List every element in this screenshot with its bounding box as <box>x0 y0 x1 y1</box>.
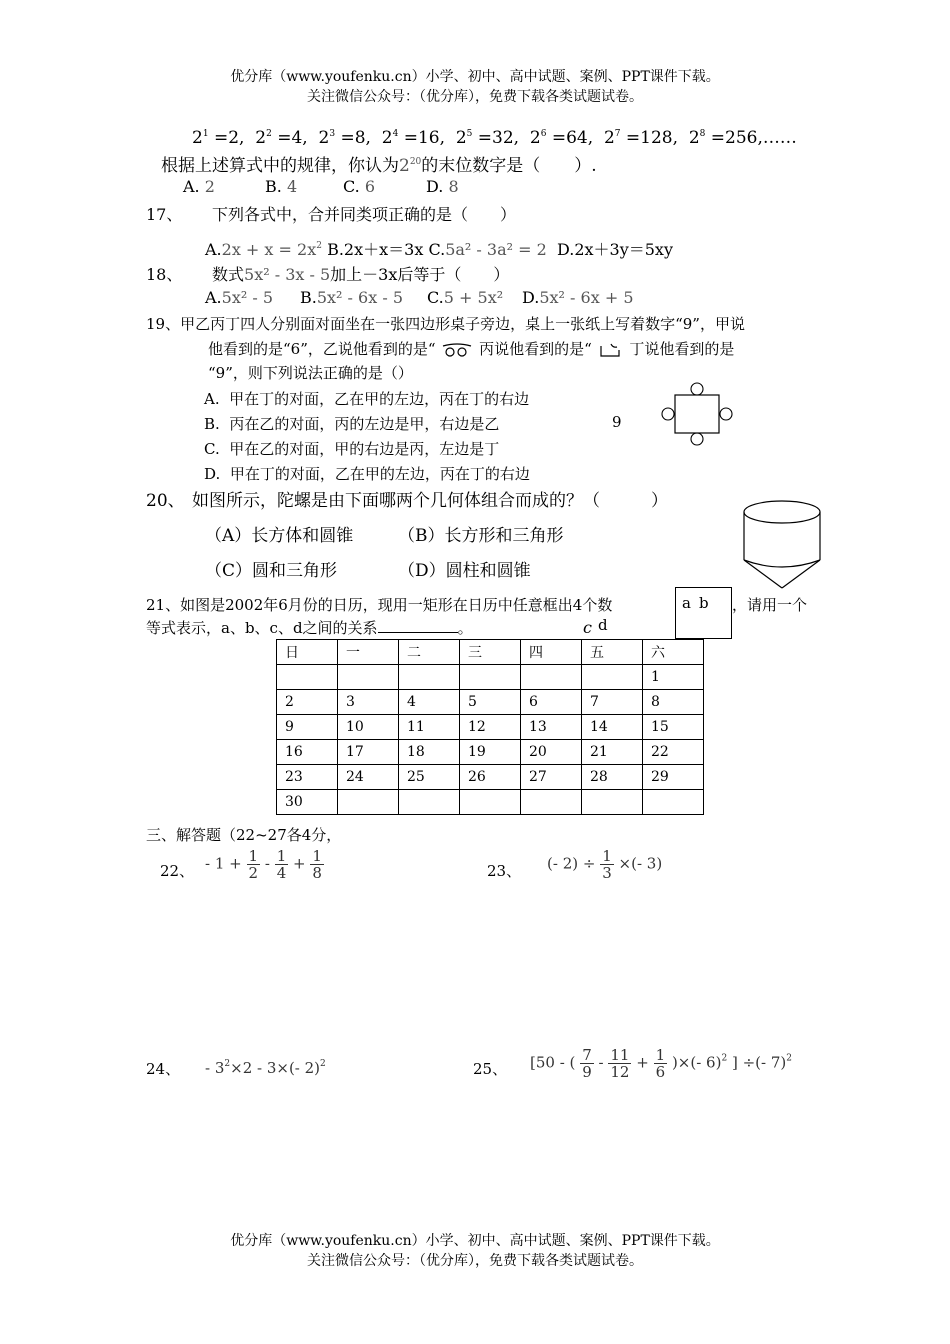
q19-line-2: 他看到的是“6”，乙说他看到的是“ 丙说他看到的是“ 丁说他看到的是 <box>208 340 735 358</box>
calendar-row <box>277 740 704 765</box>
calendar-cell <box>399 665 460 690</box>
calendar-cell <box>460 665 521 690</box>
q25-number: 25、 <box>473 1060 508 1078</box>
q16-powers <box>192 128 797 148</box>
power-item: $2^7 =128$, <box>603 128 679 148</box>
q21-line-1-end: ，请用一个 <box>732 596 808 614</box>
q25-expression: [50 - ( $\frac{7}{9}$ - $\frac{11}{12}$ + $\frac{1}{6}$ )×(- 6)$^2$ ] ÷(- 7)$^2$ <box>530 1046 792 1081</box>
q22-number: 22、 <box>160 862 195 880</box>
calendar-cell <box>338 790 399 815</box>
q18-number: 18、 <box>146 265 183 284</box>
calendar-header-cell: 三 <box>460 640 521 665</box>
q20-number: 20、 <box>146 491 185 511</box>
calendar-cell <box>399 790 460 815</box>
calendar-cell <box>521 665 582 690</box>
calendar-row <box>277 790 704 815</box>
q21-line-1: 21、如图是2002年6月份的日历，现用一矩形在日历中任意框出4个数 <box>146 596 613 614</box>
calendar-cell: 26 <box>460 765 521 790</box>
q19-option-a: A. 甲在丁的对面，乙在甲的左边，丙在丁的右边 <box>204 390 530 408</box>
q16-option-c: C. 6 <box>343 177 376 196</box>
power-item: $2^1 =2$, <box>192 128 245 148</box>
section-3-title: 三、解答题（22~27各4分， <box>146 826 342 844</box>
footer-line-1: 优分库（www.youfenku.cn）小学、初中、高中试题、案例、PPT课件下载。 <box>230 1233 720 1249</box>
power-item: $2^3 =8$, <box>318 128 371 148</box>
calendar-cell: 29 <box>643 765 704 790</box>
calendar-cell: 16 <box>277 740 338 765</box>
calendar-cell: 8 <box>643 690 704 715</box>
calendar-row <box>277 715 704 740</box>
spinning-top-diagram <box>740 498 824 592</box>
q16-option-a: A. 2 <box>183 177 215 196</box>
calendar-cell: 13 <box>521 715 582 740</box>
paper-digit: 9 <box>612 413 622 431</box>
q18-option-d: D.5x² - 6x + 5 <box>522 288 634 307</box>
calendar-header-cell: 五 <box>582 640 643 665</box>
calendar-cell: 11 <box>399 715 460 740</box>
calendar-header-cell: 日 <box>277 640 338 665</box>
calendar-cell: 19 <box>460 740 521 765</box>
box-label-c: c <box>583 618 592 637</box>
q22-expression: - 1 + $\frac{1}{2}$ - $\frac{1}{4}$ + $\frac{1}{8}$ <box>205 847 322 882</box>
calendar-cell <box>521 790 582 815</box>
calendar-cell: 6 <box>521 690 582 715</box>
footer-line-2: 关注微信公众号：（优分库），免费下载各类试题试卷。 <box>307 1253 643 1269</box>
q20-option-c: （C）圆和三角形 <box>205 561 338 581</box>
q17-number: 17、 <box>146 205 183 224</box>
calendar-cell: 10 <box>338 715 399 740</box>
calendar-cell: 15 <box>643 715 704 740</box>
q20-stem: 如图所示，陀螺是由下面哪两个几何体组合而成的？（ ） <box>192 491 668 511</box>
calendar-cell: 20 <box>521 740 582 765</box>
calendar-cell: 5 <box>460 690 521 715</box>
q18-option-a: A.5x² - 5 <box>205 288 274 307</box>
calendar-cell: 17 <box>338 740 399 765</box>
power-item: $2^8$ =256,…… <box>688 128 797 148</box>
q21-line-2: 等式表示，a、b、c、d之间的关系 。 <box>146 619 473 637</box>
q18-option-b: B.5x² - 6x - 5 <box>300 288 403 307</box>
box-label-a: a <box>682 594 691 612</box>
calendar-header-cell: 六 <box>643 640 704 665</box>
calendar-cell: 18 <box>399 740 460 765</box>
box-label-d: d <box>598 616 608 634</box>
q20-option-a: （A）长方体和圆锥 <box>205 526 354 546</box>
q20-option-d: （D）圆柱和圆锥 <box>398 561 531 581</box>
q17-options: $A.2x + x = 2x^2$ B.2x＋x＝3x C.5a² - 3a² = 2 D.2x＋3y＝5xy <box>205 240 673 259</box>
calendar-cell: 22 <box>643 740 704 765</box>
calendar-row <box>277 765 704 790</box>
answer-blank <box>378 618 458 633</box>
calendar-header-cell: 四 <box>521 640 582 665</box>
calendar-cell <box>582 665 643 690</box>
calendar-cell <box>460 790 521 815</box>
q18-stem: 数式5x² - 3x - 5加上－3x后等于（ ） <box>212 265 510 284</box>
q16-option-b: B. 4 <box>265 177 298 196</box>
q16-stem: 根据上述算式中的规律，你认为$2^{20}$的末位数字是（ ）. <box>161 156 597 176</box>
calendar-cell: 30 <box>277 790 338 815</box>
calendar-cell <box>338 665 399 690</box>
calendar-row <box>277 690 704 715</box>
q19-option-d: D. 甲在丁的对面，乙在甲的左边，丙在丁的右边 <box>204 465 530 483</box>
calendar-cell: 25 <box>399 765 460 790</box>
calendar-cell: 1 <box>643 665 704 690</box>
calendar-cell: 2 <box>277 690 338 715</box>
calendar-cell: 28 <box>582 765 643 790</box>
q19-option-b: B. 丙在乙的对面，丙的左边是甲，右边是乙 <box>204 415 500 433</box>
calendar-header-row <box>277 640 704 665</box>
calendar-cell: 23 <box>277 765 338 790</box>
calendar-table <box>276 639 704 815</box>
calendar-cell <box>582 790 643 815</box>
q19-line-3: “9”，则下列说法正确的是（） <box>208 364 413 382</box>
calendar-cell <box>277 665 338 690</box>
header-line-1: 优分库（www.youfenku.cn）小学、初中、高中试题、案例、PPT课件下载。 <box>230 69 720 85</box>
q16-option-d: D. 8 <box>426 177 459 196</box>
power-item: $2^5 =32$, <box>455 128 520 148</box>
calendar-row <box>277 665 704 690</box>
table-diagram <box>658 381 736 447</box>
calendar-cell: 7 <box>582 690 643 715</box>
q23-number: 23、 <box>487 862 522 880</box>
calendar-cell: 21 <box>582 740 643 765</box>
rotated-nine-icon <box>440 342 474 358</box>
q19-line-1: 19、甲乙丙丁四人分别面对面坐在一张四边形桌子旁边，桌上一张纸上写着数字“9”，甲说 <box>146 315 745 333</box>
box-label-b: b <box>699 594 709 612</box>
calendar-header-cell: 二 <box>399 640 460 665</box>
q23-expression: (- 2) ÷ $\frac{1}{3}$ ×(- 3) <box>547 847 663 882</box>
calendar-cell: 4 <box>399 690 460 715</box>
calendar-cell: 24 <box>338 765 399 790</box>
calendar-cell <box>643 790 704 815</box>
calendar-cell: 27 <box>521 765 582 790</box>
calendar-cell: 14 <box>582 715 643 740</box>
calendar-cell: 12 <box>460 715 521 740</box>
power-item: $2^6 =64$, <box>529 128 594 148</box>
q20-option-b: （B）长方形和三角形 <box>398 526 564 546</box>
q17-stem: 下列各式中，合并同类项正确的是（ ） <box>212 205 517 224</box>
calendar-header-cell: 一 <box>338 640 399 665</box>
q19-option-c: C. 甲在乙的对面，甲的右边是丙，左边是丁 <box>204 440 500 458</box>
header-line-2: 关注微信公众号：（优分库），免费下载各类试题试卷。 <box>307 89 643 105</box>
mirrored-nine-icon <box>597 342 625 358</box>
q18-option-c: C.5 + 5x² <box>427 288 504 307</box>
calendar-cell: 9 <box>277 715 338 740</box>
power-item: $2^4 =16$, <box>381 128 445 148</box>
q24-number: 24、 <box>146 1060 181 1078</box>
calendar-cell: 3 <box>338 690 399 715</box>
power-item: $2^2 =4$, <box>255 128 308 148</box>
q24-expression: - $3^2\times 2 - 3\times(-$ 2)$^2$ <box>205 1059 326 1077</box>
